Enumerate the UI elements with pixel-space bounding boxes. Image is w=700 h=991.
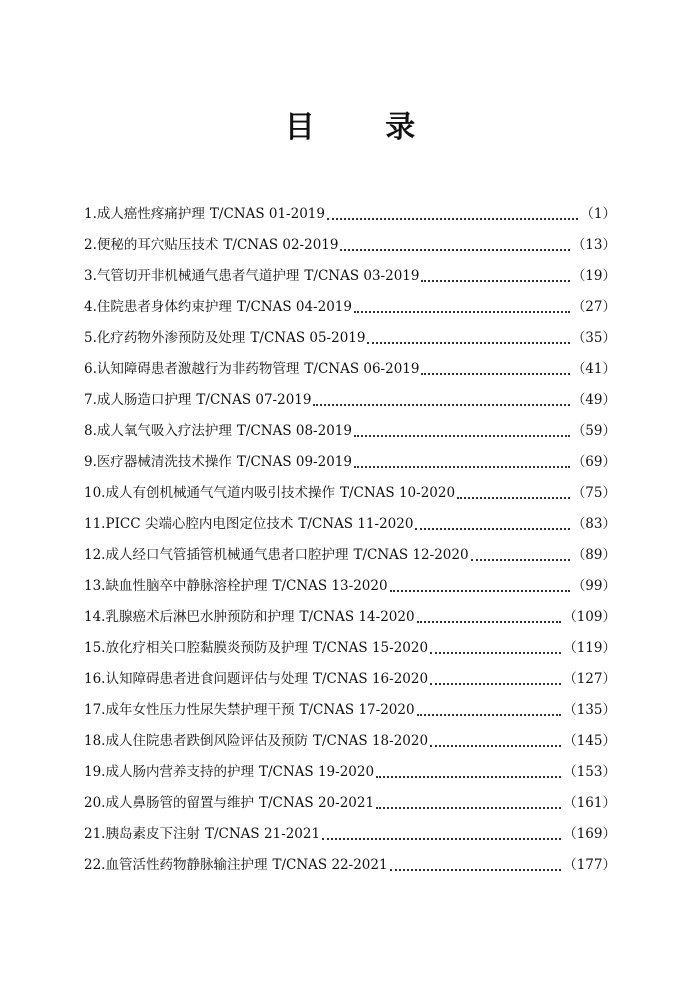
table-of-contents bbox=[84, 202, 616, 884]
toc-entry[interactable] bbox=[84, 729, 616, 760]
toc-entry-page-number: （13） bbox=[571, 237, 616, 253]
toc-entry[interactable] bbox=[84, 574, 616, 605]
toc-dot-leader bbox=[471, 552, 570, 566]
toc-entry-page-number: （99） bbox=[571, 578, 616, 594]
toc-entry-page-number: （89） bbox=[571, 547, 616, 563]
toc-entry-title: 放化疗相关口腔黏膜炎预防及护理 bbox=[105, 640, 308, 656]
toc-entry-page-number: （49） bbox=[571, 392, 616, 408]
toc-entry-number: 10. bbox=[84, 485, 106, 501]
toc-entry-standard-code: T/CNAS 03-2019 bbox=[304, 268, 420, 284]
toc-dot-leader bbox=[421, 273, 569, 287]
toc-entry[interactable] bbox=[84, 357, 616, 388]
toc-entry-page-number: （177） bbox=[563, 857, 616, 873]
toc-entry-page-number: （19） bbox=[571, 268, 616, 284]
toc-entry-page-number: （83） bbox=[571, 516, 616, 532]
toc-dot-leader bbox=[430, 738, 561, 752]
toc-entry[interactable] bbox=[84, 481, 616, 512]
toc-entry-standard-code: T/CNAS 19-2020 bbox=[258, 764, 375, 780]
toc-entry[interactable] bbox=[84, 605, 616, 636]
toc-entry-number: 3. bbox=[84, 268, 97, 284]
toc-entry-number: 4. bbox=[84, 299, 97, 315]
toc-entry[interactable] bbox=[84, 233, 616, 264]
toc-entry-page-number: （127） bbox=[563, 671, 616, 687]
toc-dot-leader bbox=[327, 211, 578, 225]
toc-dot-leader bbox=[430, 645, 561, 659]
toc-dot-leader bbox=[322, 831, 561, 845]
toc-entry-title: 成人癌性疼痛护理 bbox=[96, 206, 205, 222]
toc-entry-page-number: （1） bbox=[580, 206, 616, 222]
toc-entry-title: 成人肠内营养支持的护理 bbox=[105, 764, 254, 780]
toc-entry-standard-code: T/CNAS 10-2020 bbox=[339, 485, 456, 501]
toc-entry-standard-code: T/CNAS 04-2019 bbox=[236, 299, 352, 315]
toc-entry[interactable] bbox=[84, 791, 616, 822]
toc-entry[interactable] bbox=[84, 822, 616, 853]
toc-entry-number: 12. bbox=[84, 547, 106, 563]
toc-entry-standard-code: T/CNAS 13-2020 bbox=[272, 578, 388, 594]
toc-entry-title: PICC 尖端心腔内电图定位技术 bbox=[105, 516, 294, 532]
toc-entry[interactable] bbox=[84, 760, 616, 791]
toc-entry-standard-code: T/CNAS 09-2019 bbox=[236, 454, 352, 470]
toc-entry-number: 8. bbox=[84, 423, 97, 439]
toc-entry[interactable] bbox=[84, 543, 616, 574]
toc-entry-page-number: （145） bbox=[563, 733, 616, 749]
toc-entry-number: 7. bbox=[84, 392, 97, 408]
toc-entry-page-number: （27） bbox=[571, 299, 616, 315]
toc-entry-number: 16. bbox=[84, 671, 106, 687]
toc-entry-title: 住院患者身体约束护理 bbox=[96, 299, 232, 315]
toc-entry-standard-code: T/CNAS 06-2019 bbox=[304, 361, 420, 377]
toc-dot-leader bbox=[376, 769, 561, 783]
toc-entry-title: 成人肠造口护理 bbox=[96, 392, 192, 408]
toc-entry[interactable] bbox=[84, 853, 616, 884]
toc-entry-title: 便秘的耳穴贴压技术 bbox=[96, 237, 219, 253]
toc-entry-title: 血管活性药物静脉输注护理 bbox=[105, 857, 268, 873]
toc-dot-leader bbox=[457, 490, 570, 504]
toc-entry-title: 成人有创机械通气气道内吸引技术操作 bbox=[105, 485, 335, 501]
toc-entry-number: 19. bbox=[84, 764, 106, 780]
toc-dot-leader bbox=[390, 583, 570, 597]
toc-entry-number: 11. bbox=[84, 516, 106, 532]
toc-entry-number: 18. bbox=[84, 733, 106, 749]
toc-entry-title: 乳腺癌术后淋巴水肿预防和护理 bbox=[105, 609, 295, 625]
toc-entry[interactable] bbox=[84, 636, 616, 667]
toc-entry[interactable] bbox=[84, 450, 616, 481]
toc-dot-leader bbox=[390, 862, 562, 876]
toc-entry-number: 14. bbox=[84, 609, 106, 625]
toc-entry-page-number: （59） bbox=[571, 423, 616, 439]
toc-dot-leader bbox=[417, 707, 562, 721]
toc-entry-title: 缺血性脑卒中静脉溶栓护理 bbox=[105, 578, 268, 594]
toc-entry-title: 成人鼻肠管的留置与维护 bbox=[105, 795, 254, 811]
toc-entry-standard-code: T/CNAS 05-2019 bbox=[250, 330, 366, 346]
toc-entry-number: 22. bbox=[84, 857, 106, 873]
toc-dot-leader bbox=[421, 366, 569, 380]
toc-entry-number: 15. bbox=[84, 640, 106, 656]
toc-entry-standard-code: T/CNAS 20-2021 bbox=[258, 795, 375, 811]
toc-entry-standard-code: T/CNAS 02-2019 bbox=[223, 237, 339, 253]
toc-entry-standard-code: T/CNAS 18-2020 bbox=[312, 733, 429, 749]
toc-entry-page-number: （161） bbox=[563, 795, 616, 811]
toc-entry-number: 2. bbox=[84, 237, 97, 253]
toc-entry-standard-code: T/CNAS 21-2021 bbox=[204, 826, 321, 842]
toc-entry-standard-code: T/CNAS 15-2020 bbox=[312, 640, 429, 656]
toc-entry-title: 化疗药物外渗预防及处理 bbox=[96, 330, 246, 346]
toc-entry[interactable] bbox=[84, 264, 616, 295]
toc-dot-leader bbox=[430, 676, 561, 690]
toc-dot-leader bbox=[417, 614, 562, 628]
toc-entry-page-number: （169） bbox=[563, 826, 616, 842]
toc-entry-number: 6. bbox=[84, 361, 97, 377]
page-title: 目 录 bbox=[284, 110, 446, 145]
toc-entry-standard-code: T/CNAS 17-2020 bbox=[299, 702, 415, 718]
toc-entry-title: 胰岛素皮下注射 bbox=[105, 826, 200, 842]
toc-entry-standard-code: T/CNAS 12-2020 bbox=[353, 547, 469, 563]
toc-entry[interactable] bbox=[84, 295, 616, 326]
toc-dot-leader bbox=[354, 459, 570, 473]
toc-entry-page-number: （109） bbox=[563, 609, 616, 625]
toc-dot-leader bbox=[354, 304, 570, 318]
toc-entry-number: 21. bbox=[84, 826, 106, 842]
toc-entry-title: 成年女性压力性尿失禁护理干预 bbox=[105, 702, 295, 718]
toc-entry-page-number: （153） bbox=[563, 764, 616, 780]
toc-entry-standard-code: T/CNAS 01-2019 bbox=[209, 206, 325, 222]
toc-entry-page-number: （75） bbox=[571, 485, 616, 501]
toc-dot-leader bbox=[313, 397, 569, 411]
toc-entry-title: 成人住院患者跌倒风险评估及预防 bbox=[105, 733, 308, 749]
toc-entry-title: 气管切开非机械通气患者气道护理 bbox=[96, 268, 300, 284]
toc-entry[interactable] bbox=[84, 202, 616, 233]
toc-dot-leader bbox=[376, 800, 561, 814]
toc-entry[interactable] bbox=[84, 698, 616, 729]
toc-dot-leader bbox=[415, 521, 569, 535]
toc-entry-number: 20. bbox=[84, 795, 106, 811]
toc-entry-title: 成人经口气管插管机械通气患者口腔护理 bbox=[105, 547, 349, 563]
toc-entry-standard-code: T/CNAS 16-2020 bbox=[312, 671, 429, 687]
toc-entry-standard-code: T/CNAS 14-2020 bbox=[299, 609, 415, 625]
toc-entry-page-number: （69） bbox=[571, 454, 616, 470]
toc-entry-title: 认知障碍患者进食问题评估与处理 bbox=[105, 671, 308, 687]
toc-entry-title: 认知障碍患者激越行为非药物管理 bbox=[96, 361, 300, 377]
toc-dot-leader bbox=[354, 428, 570, 442]
toc-entry-standard-code: T/CNAS 07-2019 bbox=[196, 392, 312, 408]
toc-dot-leader bbox=[340, 242, 569, 256]
toc-dot-leader bbox=[367, 335, 569, 349]
toc-entry-page-number: （135） bbox=[563, 702, 616, 718]
toc-entry[interactable] bbox=[84, 388, 616, 419]
toc-entry-standard-code: T/CNAS 22-2021 bbox=[272, 857, 388, 873]
toc-entry-title: 医疗器械清洗技术操作 bbox=[96, 454, 232, 470]
toc-entry[interactable] bbox=[84, 419, 616, 450]
toc-entry-page-number: （35） bbox=[571, 330, 616, 346]
toc-entry-number: 17. bbox=[84, 702, 106, 718]
toc-entry-standard-code: T/CNAS 11-2020 bbox=[298, 516, 414, 532]
toc-entry[interactable] bbox=[84, 667, 616, 698]
toc-entry-page-number: （119） bbox=[563, 640, 616, 656]
toc-entry-number: 5. bbox=[84, 330, 97, 346]
toc-entry-page-number: （41） bbox=[571, 361, 616, 377]
toc-entry-standard-code: T/CNAS 08-2019 bbox=[236, 423, 352, 439]
toc-entry[interactable] bbox=[84, 512, 616, 543]
toc-entry-number: 9. bbox=[84, 454, 97, 470]
toc-entry-number: 13. bbox=[84, 578, 106, 594]
toc-entry-title: 成人氧气吸入疗法护理 bbox=[96, 423, 232, 439]
toc-entry[interactable] bbox=[84, 326, 616, 357]
toc-entry-number: 1. bbox=[84, 206, 97, 222]
